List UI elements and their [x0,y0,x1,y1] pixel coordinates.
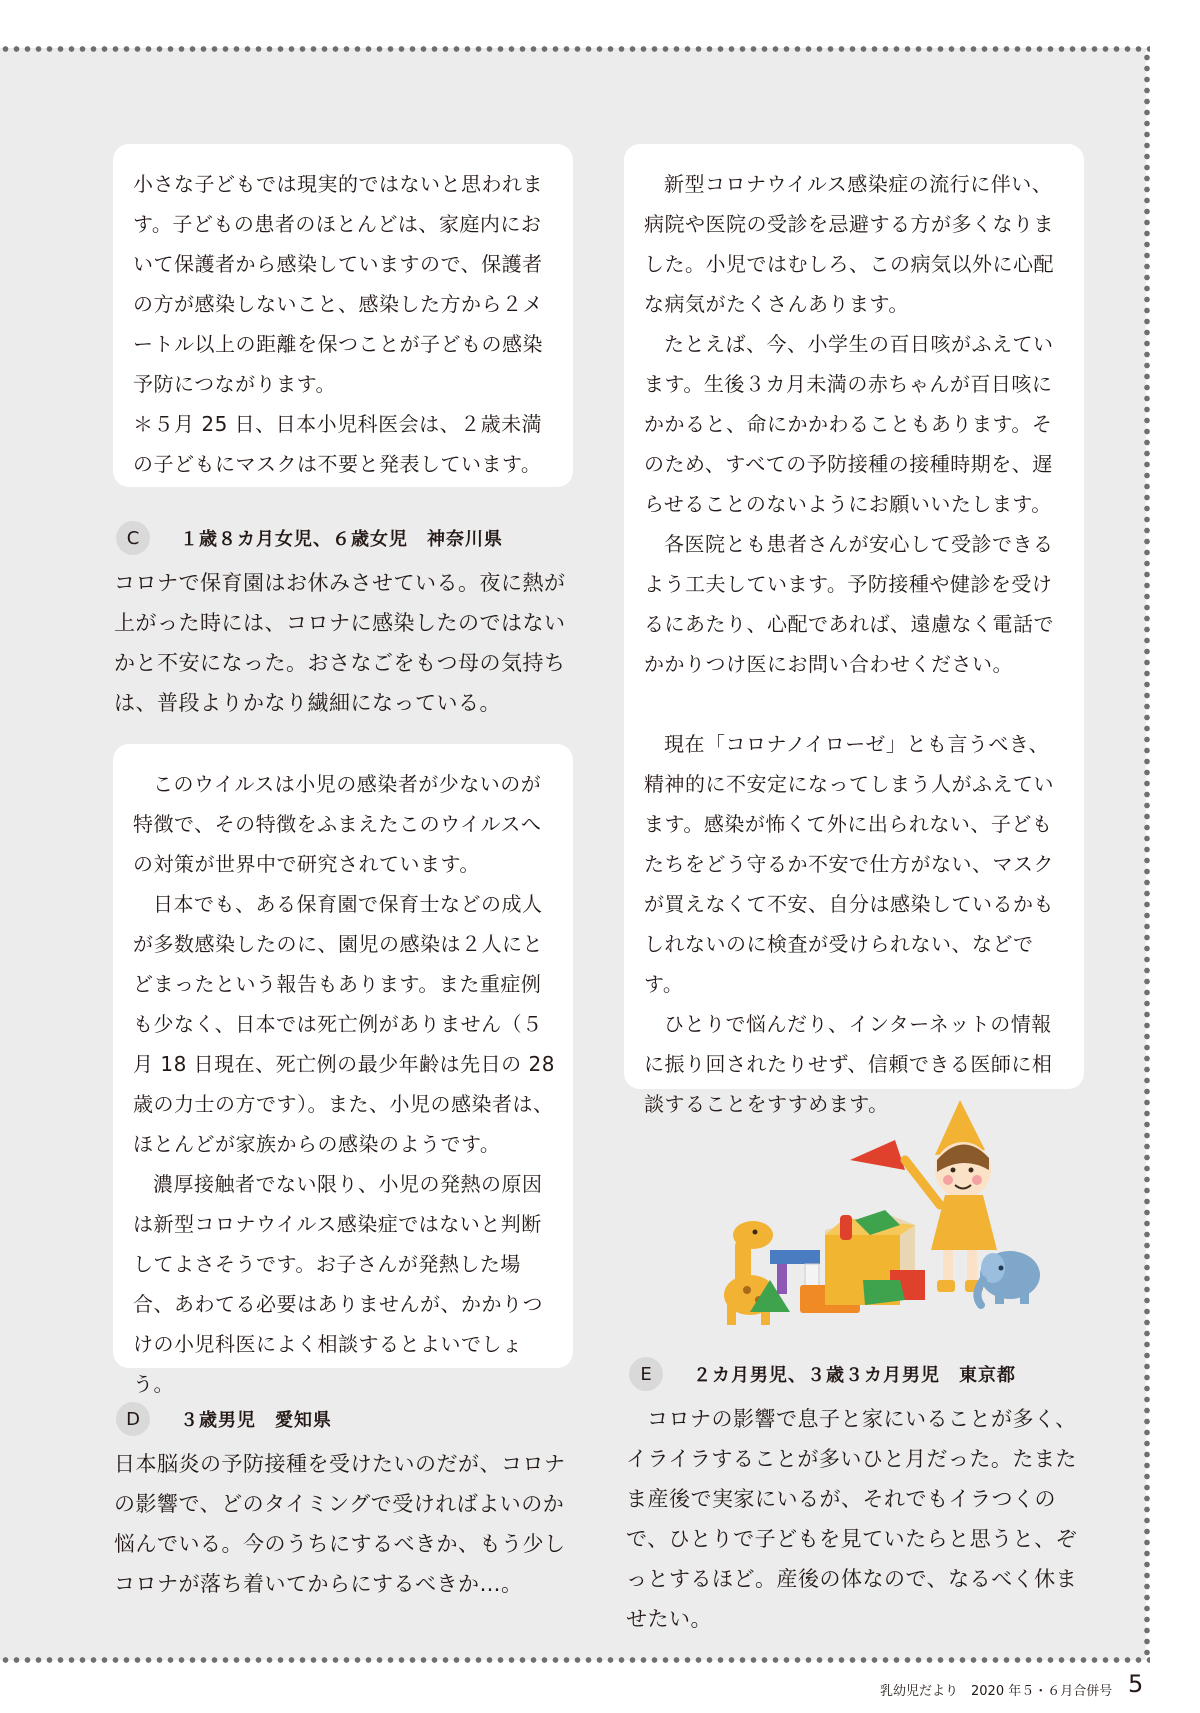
answer-paragraph: 現在「コロナノイローゼ」とも言うべき、精神的に不安定になってしまう人がふえています。感染が怖くて外に出られない、子どもたちをどう守るか不安で仕方がない、マスクが買えなくて不安、自分は感染しているかもしれないのに検査が受けられない、などです。 [644,732,1054,996]
answer-paragraph: 日本でも、ある保育園で保育士などの成人が多数感染したのに、園児の感染は２人にとどまったという報告もあります。また重症例も少なく、日本では死亡例がありません（５月 18 日現在、死亡例の最少年齢は先日の 28 歳の力士の方です）。また、小児の感染者は、ほとんどが家族からの感染のようです。 [133,892,555,1156]
answer-paragraph: ひとりで悩んだり、インターネットの情報に振り回されたりせず、信頼できる医師に相談することをすすめます。 [644,1012,1053,1116]
answer-paragraph: たとえば、今、小学生の百日咳がふえています。生後３カ月未満の赤ちゃんが百日咳にかかると、命にかかわることもあります。そのため、すべての予防接種の接種時期を、遅らせることのないようにお願いいたします。 [644,332,1054,516]
question-title: ３歳男児 愛知県 [180,1410,332,1431]
elephant-toy-icon [977,1251,1040,1305]
question-badge: D [116,1402,150,1436]
answer-paragraph: 新型コロナウイルス感染症の流行に伴い、病院や医院の受診を忌避する方が多くなりました。小児ではむしろ、この病気以外に心配な病気がたくさんあります。 [644,172,1054,316]
question-d-header [116,1402,332,1436]
child-with-toys-illustration [705,1100,1055,1345]
purple-block-icon [777,1264,787,1294]
answer-paragraph: このウイルスは小児の感染者が少ないのが特徴で、その特徴をふまえたこのウイルスへの対策が世界中で研究されています。 [133,772,542,876]
answer-paragraph: 濃厚接触者でない限り、小児の発熱の原因は新型コロナウイルス感染症ではないと判断してよさそうです。お子さんが発熱した場合、あわてる必要はありませんが、かかりつけの小児科医によく相談するとよいでしょう。 [133,1172,543,1396]
dotted-border-right [1143,52,1151,1660]
question-e-header [629,1357,1016,1391]
question-c-body: コロナで保育園はお休みさせている。夜に熱が上がった時には、コロナに感染したのではないかと不安になった。おさなごをもつ母の気持ちは、普段よりかなり繊細になっている。 [114,571,566,715]
question-title: ２カ月男児、３歳３カ月男児 東京都 [693,1365,1016,1386]
answer-card-top-left [113,144,573,487]
newsletter-footer-label: 乳幼児だより 2020 年５・６月合併号 [880,1684,1113,1699]
question-d-body: 日本脳炎の予防接種を受けたいのだが、コロナの影響で、どのタイミングで受ければよいのか悩んでいる。今のうちにするべきか、もう少しコロナが落ち着いてからにするべきか…。 [114,1452,566,1596]
question-c-header [116,521,503,555]
question-title: １歳８カ月女児、６歳女児 神奈川県 [180,529,503,550]
dotted-border-top [0,45,1150,53]
question-badge: C [116,521,150,555]
question-badge: E [629,1357,663,1391]
question-e-body: コロナの影響で息子と家にいることが多く、イライラすることが多いひと月だった。たまたま産後で実家にいるが、それでもイラつくので、ひとりで子どもを見ていたらと思うと、ぞっとするほど。産後の体なので、なるべく休ませたい。 [626,1407,1078,1631]
blue-block-icon [770,1250,820,1264]
answer-card-right [624,144,1084,1116]
answer-paragraph: 各医院とも患者さんが安心して受診できるよう工夫しています。予防接種や健診を受けるにあたり、心配であれば、遠慮なく電話でかかりつけ医にお問い合わせください。 [644,532,1054,676]
answer-card-mid-left [113,744,573,1396]
dotted-border-bottom [0,1656,1150,1664]
answer-paragraph: 小さな子どもでは現実的ではないと思われます。子どもの患者のほとんどは、家庭内において保護者から感染していますので、保護者の方が感染しないこと、感染した方から２メートル以上の距離を保つことが子どもの感染予防につながります。 [133,172,543,396]
red-flag-icon [850,1140,905,1170]
answer-note: ＊５月 25 日、日本小児科医会は、２歳未満の子どもにマスクは不要と発表しています。 [133,412,543,476]
page-number: 5 [1128,1670,1144,1698]
